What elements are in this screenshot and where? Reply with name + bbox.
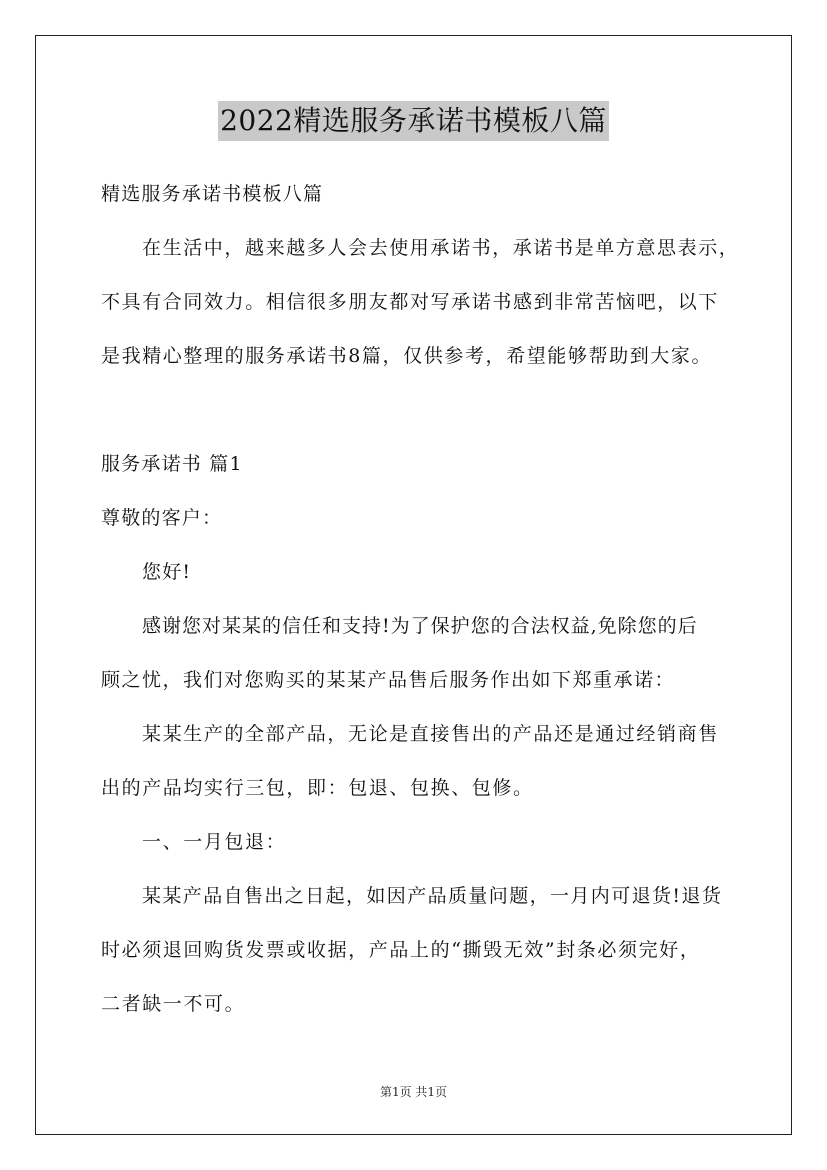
greeting-line: 您好!	[142, 561, 192, 583]
subtitle-line: 精选服务承诺书模板八篇	[101, 183, 324, 205]
paragraph-line: 二者缺一不可。	[101, 993, 246, 1015]
subheading-line: 一、一月包退：	[142, 831, 287, 853]
paragraph-line: 是我精心整理的服务承诺书8篇，仅供参考，希望能够帮助到大家。	[101, 345, 713, 367]
section-heading: 服务承诺书 篇1	[101, 453, 243, 475]
document-title: 2022精选服务承诺书模板八篇	[218, 101, 609, 141]
title-container	[0, 101, 827, 141]
paragraph-line: 出的产品均实行三包，即：包退、包换、包修。	[101, 777, 534, 799]
paragraph-line: 时必须退回购货发票或收据，产品上的“撕毁无效”封条必须完好，	[101, 939, 701, 961]
paragraph-line: 某某生产的全部产品，无论是直接售出的产品还是通过经销商售	[142, 723, 719, 745]
paragraph-line: 不具有合同效力。相信很多朋友都对写承诺书感到非常苦恼吧，以下	[101, 291, 720, 313]
paragraph-line: 在生活中，越来越多人会去使用承诺书，承诺书是单方意思表示，	[142, 237, 740, 259]
paragraph-line: 感谢您对某某的信任和支持!为了保护您的合法权益,免除您的后	[142, 615, 698, 637]
page-footer: 第1页 共1页	[379, 1085, 448, 1099]
paragraph-line: 顾之忧，我们对您购买的某某产品售后服务作出如下郑重承诺：	[101, 669, 676, 691]
paragraph-line: 某某产品自售出之日起，如因产品质量问题，一月内可退货!退货	[142, 885, 723, 907]
salutation-line: 尊敬的客户：	[101, 507, 223, 529]
